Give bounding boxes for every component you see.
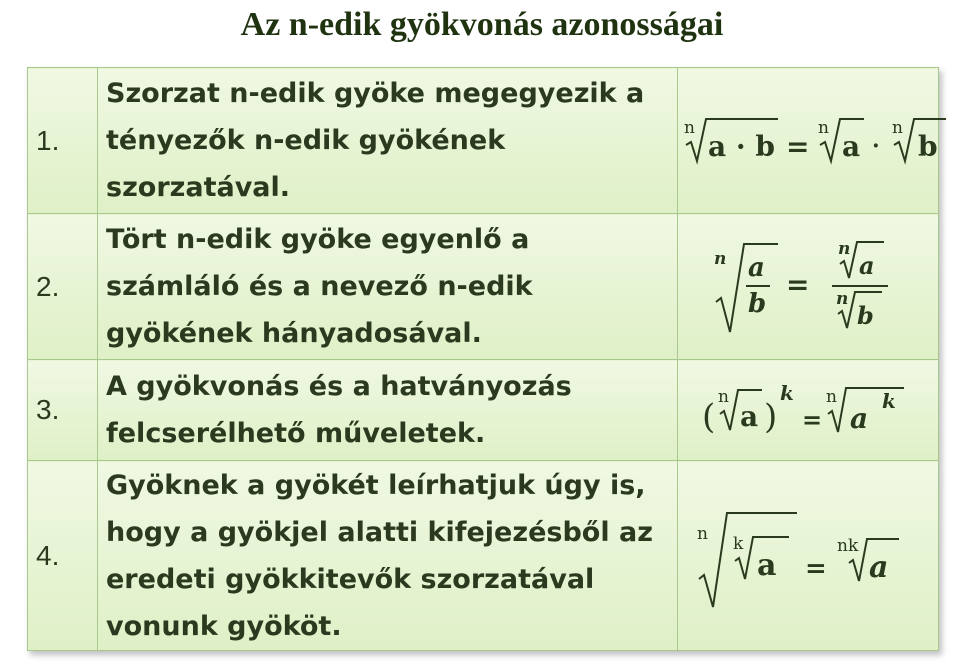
svg-text:=: = bbox=[802, 405, 823, 434]
svg-text:=: = bbox=[805, 553, 827, 584]
svg-text:a: a bbox=[859, 250, 875, 280]
svg-text:n: n bbox=[818, 117, 829, 138]
svg-text:b: b bbox=[918, 129, 938, 163]
svg-text:=: = bbox=[786, 129, 810, 163]
row-description bbox=[98, 214, 678, 360]
svg-text:=: = bbox=[786, 267, 810, 301]
product-root-formula bbox=[678, 68, 939, 214]
description-line: hogy a gyökjel alatti kifejezésből az bbox=[106, 516, 653, 548]
svg-text:n: n bbox=[892, 117, 903, 138]
quotient-root-formula bbox=[678, 214, 939, 360]
row-description bbox=[98, 461, 678, 651]
description-line: számláló és a nevező n-edik bbox=[106, 271, 533, 302]
svg-text:a: a bbox=[869, 549, 889, 585]
svg-text:n: n bbox=[836, 288, 849, 309]
svg-text:k: k bbox=[882, 389, 896, 413]
svg-text:a: a bbox=[842, 129, 861, 163]
svg-text:n: n bbox=[697, 523, 708, 544]
svg-text:b: b bbox=[748, 288, 767, 319]
row-number: 2. bbox=[28, 214, 98, 360]
identities-table bbox=[27, 67, 939, 651]
table-row bbox=[28, 360, 939, 461]
page-title: Az n-edik gyökvonás azonosságai bbox=[240, 6, 724, 43]
power-root-formula bbox=[678, 360, 939, 461]
svg-text:nk: nk bbox=[837, 535, 859, 556]
row-number: 1. bbox=[28, 68, 98, 214]
description-line: vonunk gyököt. bbox=[106, 610, 342, 642]
svg-text:n: n bbox=[838, 238, 851, 259]
svg-text:a · b: a · b bbox=[708, 129, 775, 163]
svg-text:a: a bbox=[850, 402, 869, 435]
svg-text:·: · bbox=[872, 132, 880, 159]
table-row bbox=[28, 461, 939, 651]
nested-root-formula bbox=[678, 461, 939, 651]
description-line: gyökének hányadosával. bbox=[106, 318, 482, 349]
description-line: szorzatával. bbox=[106, 172, 291, 203]
svg-text:k: k bbox=[780, 381, 794, 405]
svg-text:n: n bbox=[826, 387, 837, 407]
description-line: felcserélhető műveletek. bbox=[106, 418, 486, 449]
svg-text:k: k bbox=[733, 533, 744, 554]
svg-text:n: n bbox=[718, 387, 729, 407]
description-line: A gyökvonás és a hatványozás bbox=[106, 371, 572, 402]
svg-text:a: a bbox=[748, 252, 765, 283]
table-row bbox=[28, 214, 939, 360]
description-line: Gyöknek a gyökét leírhatjuk úgy is, bbox=[106, 469, 646, 501]
svg-text:a: a bbox=[740, 400, 759, 433]
row-number: 3. bbox=[28, 360, 98, 461]
description-line: Tört n-edik gyöke egyenlő a bbox=[106, 224, 530, 255]
svg-text:(: ( bbox=[702, 397, 716, 437]
row-description bbox=[98, 360, 678, 461]
svg-text:): ) bbox=[764, 397, 778, 437]
description-line: Szorzat n-edik gyöke megegyezik a bbox=[106, 78, 645, 109]
description-line: eredeti gyökkitevők szorzatával bbox=[106, 563, 595, 595]
row-description bbox=[98, 68, 678, 214]
table-row bbox=[28, 68, 939, 214]
svg-text:n: n bbox=[684, 117, 695, 138]
svg-text:n: n bbox=[714, 248, 727, 269]
row-number: 4. bbox=[28, 461, 98, 651]
description-line: tényezők n-edik gyökének bbox=[106, 125, 506, 156]
svg-text:a: a bbox=[757, 547, 777, 583]
svg-text:b: b bbox=[857, 300, 874, 330]
